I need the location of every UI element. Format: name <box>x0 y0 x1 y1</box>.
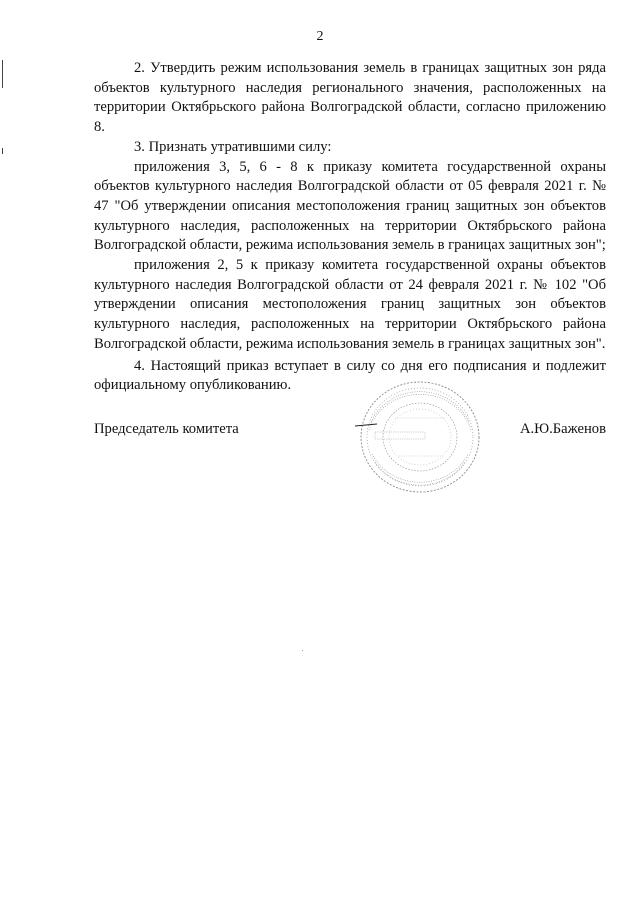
scan-margin-mark <box>2 60 3 88</box>
signature-name: А.Ю.Баженов <box>519 421 606 437</box>
paragraph-item-3-b: приложения 2, 5 к приказу комитета государственной охраны объектов культурного наследия Волгоградской области от 24 февраля 2021 г. № 102 "Об утверждении описания местоположения границ защитных зон объектов культурного наследия, расположенных на территории Октябрьского района Волгоградской области, режима использования земель в границах защитных зон". <box>94 257 606 352</box>
paragraph-item-4: 4. Настоящий приказ вступает в силу со дня его подписания и подлежит официальному опубликованию. <box>94 357 606 394</box>
scan-speck <box>302 650 303 651</box>
paragraph-item-2: 2. Утвердить режим использования земель в границах защитных зон ряда объектов культурного наследия регионального значения, расположенных на территории Октябрьского района Волгоградской области, согласно приложению 8. <box>94 60 606 136</box>
page-number: 2 <box>316 29 324 44</box>
signature-block <box>94 421 606 443</box>
scan-margin-mark <box>2 148 3 154</box>
paragraph-item-3: 3. Признать утратившими силу: <box>134 138 332 155</box>
document-body <box>94 59 606 396</box>
paragraph-item-3-a: приложения 3, 5, 6 - 8 к приказу комитета государственной охраны объектов культурного наследия Волгоградской области от 05 февраля 2021 г. № 47 "Об утверждении описания местоположения границ защитных зон объектов культурного наследия, расположенных на территории Октябрьского района Волгоградской области, режима использования земель в границах защитных зон"; <box>94 158 606 254</box>
signature-title: Председатель комитета <box>94 421 239 437</box>
